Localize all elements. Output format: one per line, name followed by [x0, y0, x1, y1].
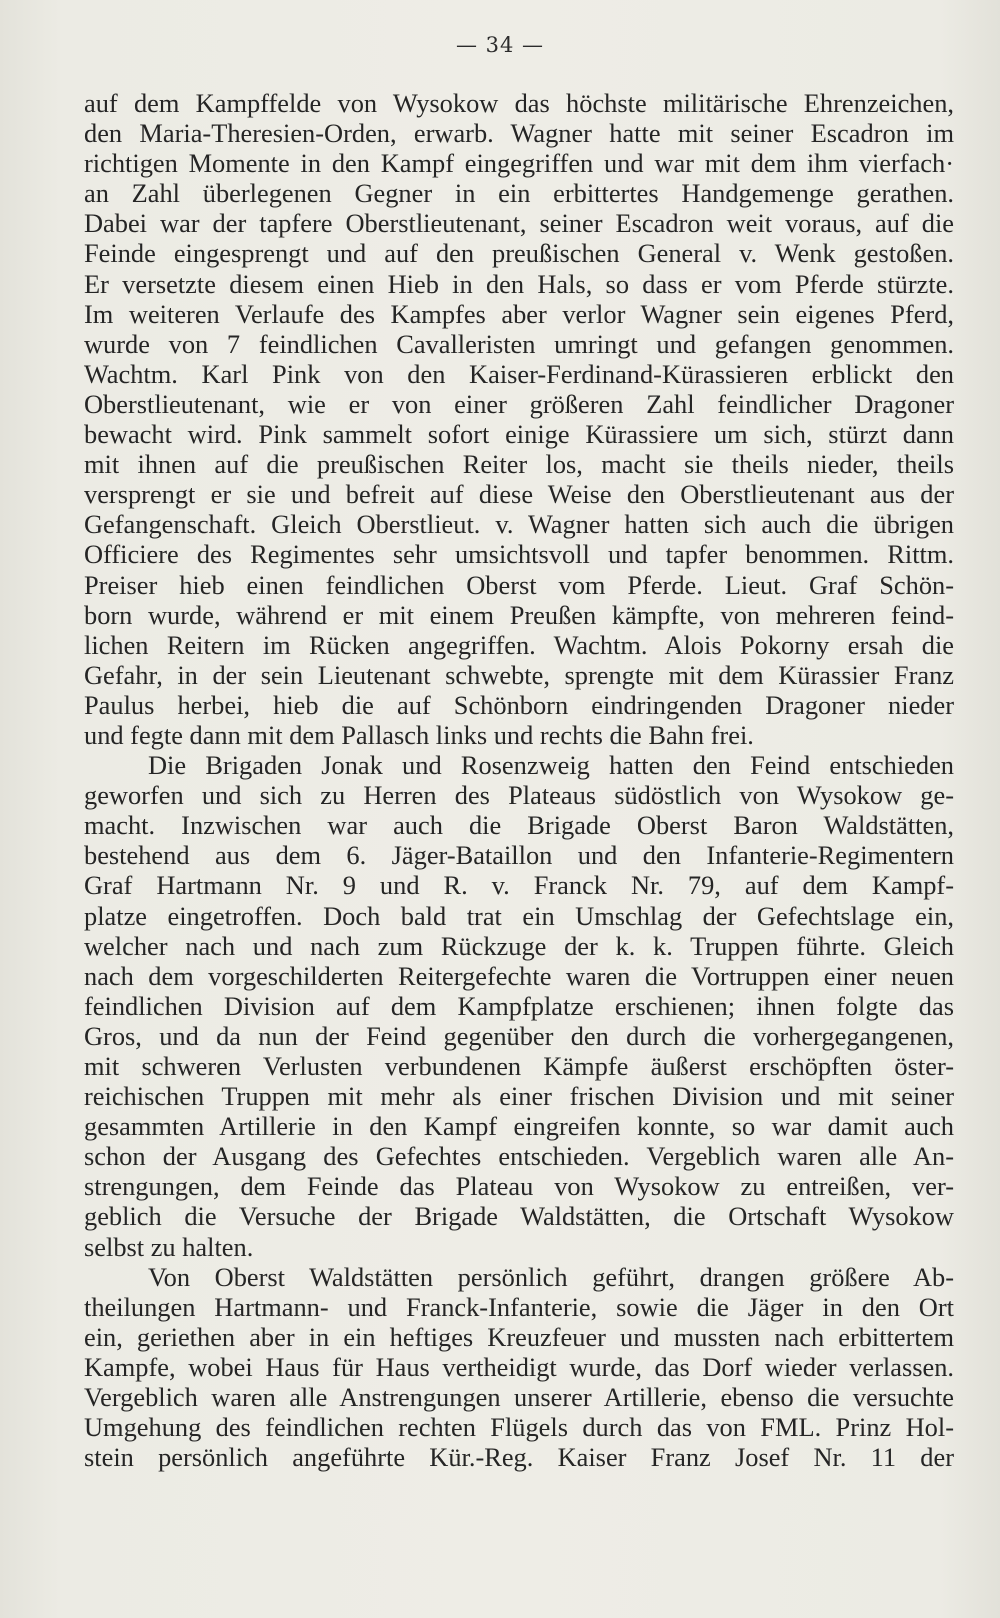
text-line: Oberstlieutenant, wie er von einer größeren Zahl feindlicher Dragoner — [84, 388, 954, 419]
text-line: Von Oberst Waldstätten persönlich geführt, drangen größere Ab- — [148, 1261, 954, 1292]
text-line: reichischen Truppen mit mehr als einer frischen Division und mit seiner — [84, 1081, 954, 1112]
text-line: geblich die Versuche der Brigade Waldstätten, die Ortschaft Wysokow — [84, 1201, 954, 1232]
text-line: versprengt er sie und befreit auf diese Weise den Oberstlieutenant aus der — [84, 479, 954, 510]
text-line: welcher nach und nach zum Rückzuge der k. k. Truppen führte. Gleich — [84, 930, 954, 961]
text-line: feindlichen Division auf dem Kampfplatze erschienen; ihnen folgte das — [84, 990, 954, 1021]
text-line: wurde von 7 feindlichen Cavalleristen umringt und gefangen genommen. — [84, 328, 954, 359]
text-line: richtigen Momente in den Kampf eingegriffen und war mit dem ihm vierfach· — [84, 148, 954, 179]
text-line: Vergeblich waren alle Anstrengungen unserer Artillerie, ebenso die versuchte — [84, 1382, 954, 1413]
text-line: bestehend aus dem 6. Jäger-Bataillon und den Infanterie-Regimentern — [84, 840, 954, 871]
text-line: stein persönlich angeführte Kür.-Reg. Kaiser Franz Josef Nr. 11 der — [84, 1442, 954, 1473]
text-line: Kampfe, wobei Haus für Haus vertheidigt wurde, das Dorf wieder verlassen. — [84, 1351, 954, 1382]
text-line: Officiere des Regimentes sehr umsichtsvoll und tapfer benommen. Rittm. — [84, 539, 954, 570]
text-line: Wachtm. Karl Pink von den Kaiser-Ferdinand-Kürassieren erblickt den — [84, 358, 954, 389]
text-line: den Maria-Theresien-Orden, erwarb. Wagner hatte mit seiner Escadron im — [84, 118, 954, 149]
text-line: nach dem vorgeschilderten Reitergefechte waren die Vortruppen einer neuen — [84, 960, 954, 991]
text-line: lichen Reitern im Rücken angegriffen. Wachtm. Alois Pokorny ersah die — [84, 629, 954, 660]
text-line: strengungen, dem Feinde das Plateau von Wysokow zu entreißen, ver- — [84, 1171, 954, 1202]
text-line: schon der Ausgang des Gefechtes entschieden. Vergeblich waren alle An- — [84, 1141, 954, 1172]
text-line: auf dem Kampffelde von Wysokow das höchste militärische Ehrenzeichen, — [84, 88, 954, 118]
text-line: macht. Inzwischen war auch die Brigade Oberst Baron Waldstätten, — [84, 810, 954, 841]
text-line: Gefahr, in der sein Lieutenant schwebte, sprengte mit dem Kürassier Franz — [84, 659, 954, 690]
text-line: bewacht wird. Pink sammelt sofort einige Kürassiere um sich, stürzt dann — [84, 419, 954, 450]
text-line: an Zahl überlegenen Gegner in ein erbittertes Handgemenge gerathen. — [84, 178, 954, 209]
text-line: born wurde, während er mit einem Preußen kämpfte, von mehreren feind- — [84, 599, 954, 630]
text-line: geworfen und sich zu Herren des Plateaus südöstlich von Wysokow ge- — [84, 780, 954, 811]
text-line: Graf Hartmann Nr. 9 und R. v. Franck Nr. 79, auf dem Kampf- — [84, 870, 954, 901]
text-line: mit ihnen auf die preußischen Reiter los, macht sie theils nieder, theils — [84, 449, 954, 480]
text-line: platze eingetroffen. Doch bald trat ein Umschlag der Gefechtslage ein, — [84, 900, 954, 931]
text-line: gesammten Artillerie in den Kampf eingreifen konnte, so war damit auch — [84, 1111, 954, 1142]
text-line: Paulus herbei, hieb die auf Schönborn eindringenden Dragoner nieder — [84, 689, 954, 720]
text-line: und fegte dann mit dem Pallasch links und rechts die Bahn frei. — [84, 719, 754, 750]
text-line: Gefangenschaft. Gleich Oberstlieut. v. Wagner hatten sich auch die übrigen — [84, 509, 954, 540]
text-line: Preiser hieb einen feindlichen Oberst vom Pferde. Lieut. Graf Schön- — [84, 569, 954, 600]
text-line: ein, geriethen aber in ein heftiges Kreuzfeuer und mussten nach erbittertem — [84, 1321, 954, 1352]
text-line: Feinde eingesprengt und auf den preußischen General v. Wenk gestoßen. — [84, 238, 954, 269]
text-line: Gros, und da nun der Feind gegenüber den durch die vorhergegangenen, — [84, 1020, 954, 1051]
text-line: Die Brigaden Jonak und Rosenzweig hatten den Feind entschieden — [148, 750, 954, 781]
text-line: theilungen Hartmann- und Franck-Infanterie, sowie die Jäger in den Ort — [84, 1291, 954, 1322]
text-line: Er versetzte diesem einen Hieb in den Hals, so dass er vom Pferde stürzte. — [84, 268, 954, 299]
text-line: Im weiteren Verlaufe des Kampfes aber verlor Wagner sein eigenes Pferd, — [84, 298, 954, 329]
text-line: Umgehung des feindlichen rechten Flügels durch das von FML. Prinz Hol- — [84, 1412, 954, 1443]
text-line: selbst zu halten. — [84, 1231, 254, 1262]
text-line: mit schweren Verlusten verbundenen Kämpfe äußerst erschöpften öster- — [84, 1051, 954, 1081]
page-number: — 34 — — [455, 33, 545, 57]
text-line: Dabei war der tapfere Oberstlieutenant, seiner Escadron weit voraus, auf die — [84, 208, 954, 239]
body-text — [84, 88, 954, 1472]
